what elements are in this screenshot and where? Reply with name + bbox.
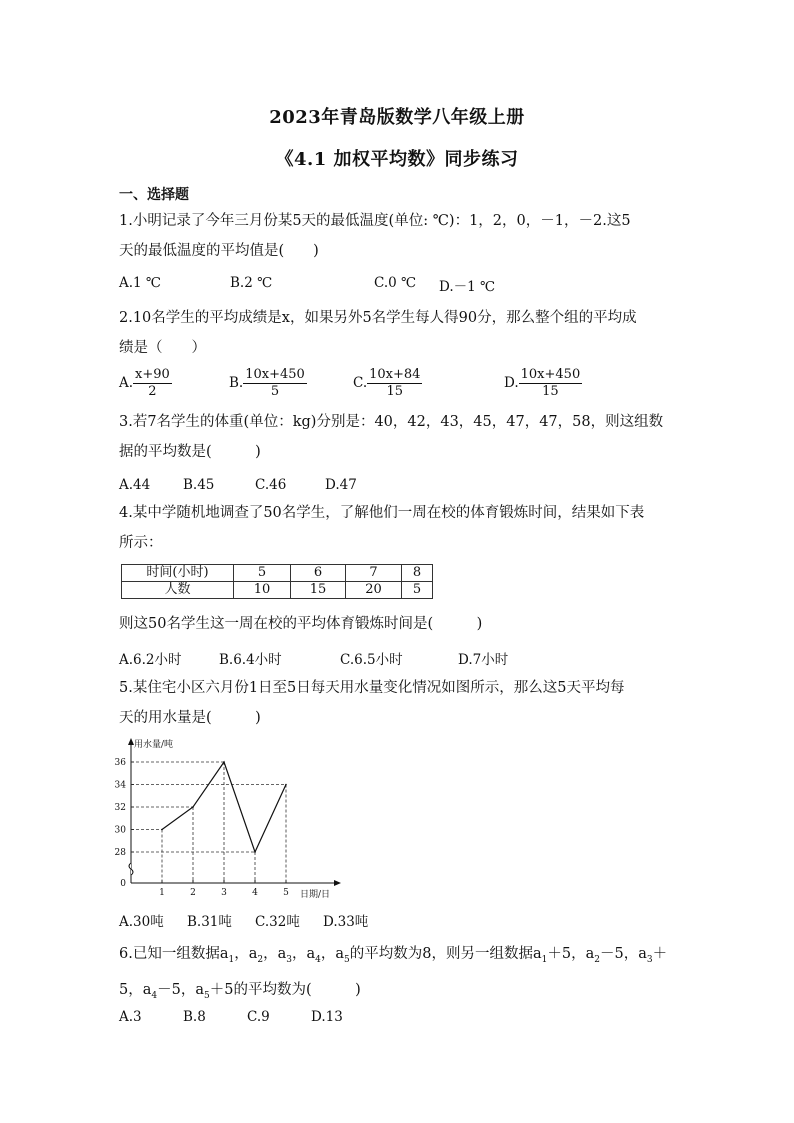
q4-option-a[interactable]: A.6.2小时	[119, 652, 182, 668]
q3-option-b[interactable]: B.45	[183, 477, 215, 493]
q6-text: 的平均数为8，则另一组数据a	[349, 946, 542, 962]
section-heading: 一、选择题	[119, 187, 189, 203]
q4-option-d[interactable]: D.7小时	[458, 652, 509, 668]
fraction	[243, 367, 307, 400]
question-1-line-1: 1.小明记录了今年三月份某5天的最低温度(单位: ℃)：1，2，0，－1，－2.这5	[119, 213, 631, 229]
q6-text: 5，a	[119, 981, 152, 998]
fraction-numerator: x+90	[135, 367, 170, 382]
question-6	[119, 939, 699, 1011]
fraction-numerator: 10x+450	[245, 367, 305, 382]
y-tick-label: 0	[120, 879, 126, 889]
question-5-line-1: 5.某住宅小区六月份1日至5日每天用水量变化情况如图所示，那么这5天平均每	[119, 680, 625, 696]
question-4-line-1: 4.某中学随机地调查了50名学生，了解他们一周在校的体育锻炼时间，结果如下表	[119, 505, 645, 521]
table-cell: 5	[234, 565, 291, 582]
fraction-numerator: 10x+84	[369, 367, 421, 382]
question-1-line-2: 天的最低温度的平均值是( )	[119, 243, 319, 259]
x-tick-label: 1	[159, 888, 165, 898]
q3-option-c[interactable]: C.46	[255, 477, 287, 493]
q6-text: 6.已知一组数据a	[119, 946, 229, 962]
q5-option-b[interactable]: B.31吨	[187, 914, 232, 930]
table-cell: 8	[402, 565, 433, 582]
q4-option-c[interactable]: C.6.5小时	[340, 652, 403, 668]
q2-option-c[interactable]	[353, 367, 422, 400]
x-tick-label: 4	[252, 888, 258, 898]
q2-option-a[interactable]	[119, 367, 172, 400]
question-4	[119, 498, 699, 558]
x-tick-label: 3	[221, 888, 227, 898]
y-tick-label: 28	[114, 848, 126, 858]
table-cell: 人数	[122, 582, 234, 599]
data-point	[223, 761, 225, 763]
fraction	[367, 367, 422, 400]
table-cell: 20	[346, 582, 402, 599]
y-tick-label: 34	[114, 780, 126, 791]
table-cell: 时间(小时)	[122, 565, 234, 582]
fraction	[519, 367, 583, 400]
q2-option-b[interactable]	[229, 367, 307, 400]
x-axis-label: 日期/日	[300, 890, 331, 900]
fraction	[133, 367, 172, 400]
table-row	[122, 565, 433, 582]
q1-option-b[interactable]: B.2 ℃	[230, 275, 273, 291]
y-tick-label: 30	[114, 825, 126, 836]
question-6-line-1: 6.已知一组数据$a_1$，$a_2$，$a_3$，$a_4$，$a_5$的平均数为8，则另一组数据$a_1+5$，$a_2-5$，$a_3+$	[119, 946, 668, 965]
question-1	[119, 206, 699, 266]
table-cell: 10	[234, 582, 291, 599]
q3-option-a[interactable]: A.44	[119, 477, 151, 493]
water-usage-line-chart	[112, 735, 352, 905]
q6-option-a[interactable]: A.3	[119, 1009, 142, 1025]
q2-option-d[interactable]	[504, 367, 582, 400]
data-point	[285, 784, 287, 786]
page-subtitle: 《4.1 加权平均数》同步练习	[275, 149, 519, 170]
question-3-line-1: 3.若7名学生的体重(单位：kg)分别是：40，42，43，45，47，47，58，则这组数	[119, 414, 664, 430]
data-point	[192, 806, 194, 808]
table-cell: 5	[402, 582, 433, 599]
q3-option-d[interactable]: D.47	[325, 477, 357, 493]
q6-option-d[interactable]: D.13	[311, 1009, 343, 1025]
fraction-denominator: 15	[542, 384, 559, 399]
table-cell: 15	[291, 582, 346, 599]
x-axis-arrow	[334, 880, 341, 886]
exercise-time-table	[121, 564, 433, 599]
q5-option-d[interactable]: D.33吨	[323, 914, 369, 930]
q1-option-a[interactable]: A.1 ℃	[119, 275, 162, 291]
y-tick-label: 32	[114, 803, 126, 813]
q2-option-b-label: B.	[229, 375, 244, 391]
page-title: 2023年青岛版数学八年级上册	[269, 107, 525, 128]
q6-option-c[interactable]: C.9	[247, 1009, 270, 1025]
question-3-line-2: 据的平均数是( )	[119, 444, 261, 460]
question-3	[119, 407, 699, 467]
q2-option-a-label: A.	[119, 375, 134, 391]
question-4-line-2: 所示：	[119, 535, 163, 551]
table-cell: 7	[346, 565, 402, 582]
fraction-numerator: 10x+450	[520, 367, 581, 382]
question-4-line-3: 则这50名学生这一周在校的平均体育锻炼时间是( )	[119, 616, 483, 632]
data-point	[161, 829, 163, 831]
y-tick-label: 36	[114, 758, 126, 768]
q1-option-c[interactable]: C.0 ℃	[374, 275, 417, 291]
question-5-line-2: 天的用水量是( )	[119, 710, 261, 726]
fraction-denominator: 5	[270, 384, 280, 399]
axis-break-mark	[129, 863, 133, 875]
question-2-line-1: 2.10名学生的平均成绩是x，如果另外5名学生每人得90分，那么整个组的平均成	[119, 310, 637, 326]
table-cell: 6	[291, 565, 346, 582]
fraction-denominator: 2	[148, 384, 157, 399]
q5-option-a[interactable]: A.30吨	[119, 914, 164, 930]
q2-option-d-label: D.	[504, 375, 519, 391]
data-point	[254, 851, 256, 853]
q5-option-c[interactable]: C.32吨	[255, 914, 300, 930]
q6-option-b[interactable]: B.8	[183, 1009, 206, 1025]
q4-option-b[interactable]: B.6.4小时	[219, 652, 282, 668]
q2-option-c-label: C.	[353, 375, 368, 391]
x-tick-label: 2	[190, 888, 196, 898]
y-axis-label: 用水量/吨	[134, 740, 174, 750]
question-6-line-2: 5，$a_4-5$，$a_5+5$的平均数为( )	[119, 981, 361, 1001]
q6-text: 的平均数为( )	[233, 981, 361, 998]
table-row	[122, 582, 433, 599]
x-tick-label: 5	[283, 888, 289, 898]
question-5	[119, 673, 699, 733]
fraction-denominator: 15	[386, 384, 404, 399]
question-2-line-2: 绩是（ ）	[119, 340, 206, 356]
q1-option-d[interactable]: D.－1 ℃	[439, 279, 496, 295]
question-2	[119, 303, 699, 363]
